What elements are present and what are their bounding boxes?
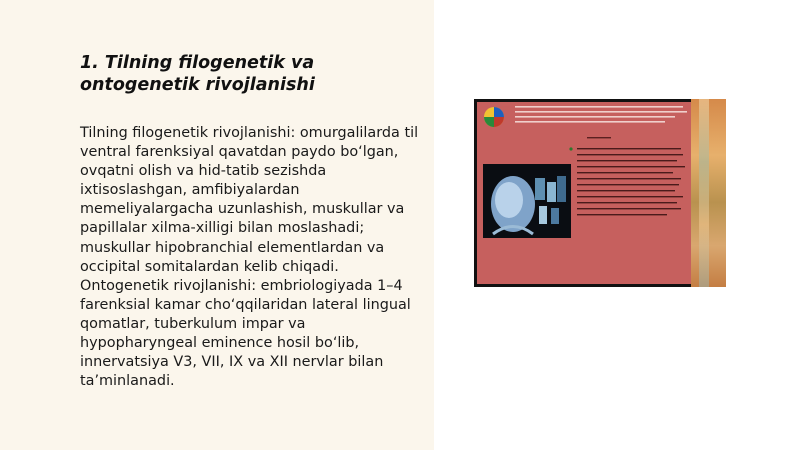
logo-icon (483, 106, 505, 128)
thumbnail-caption-line (587, 136, 617, 140)
thumbnail-decorative-strip (691, 99, 726, 287)
thumbnail-heading-lines (515, 106, 687, 129)
slide-thumbnail-image (474, 99, 726, 287)
slide-body-text: Tilning filogenetik rivojlanishi: omurgalilarda til ventral farenksiyal qavatdan paydo bo‘lgan, ovqatni olish va hid-tatib sezishda ixtisoslashgan, amfibiyalardan memeliyalargacha uzunlashish, muskullar va papillalar xilma-xilligi bilan moslashadi; muskullar hipobranchial elementlardan va occipital somitalardan kelib chiqadi. Ontogenetik rivojlanishi: embriologiyada 1–4 farenksial kamar cho‘qqilaridan lateral lingual qomatlar, tuberkulum impar va hypopharyngeal eminence hosil bo‘lib, innervatsiya V3, VII, IX va XII nervlar bilan ta’minlanadi. (80, 125, 419, 390)
head-illustration-icon (483, 164, 571, 238)
thumbnail-body-lines (569, 146, 687, 236)
slide-title: 1. Tilning filogenetik va ontogenetik rivojlanishi (80, 53, 315, 95)
thumbnail-text-placeholder (515, 106, 687, 128)
thumbnail-content (477, 102, 691, 284)
